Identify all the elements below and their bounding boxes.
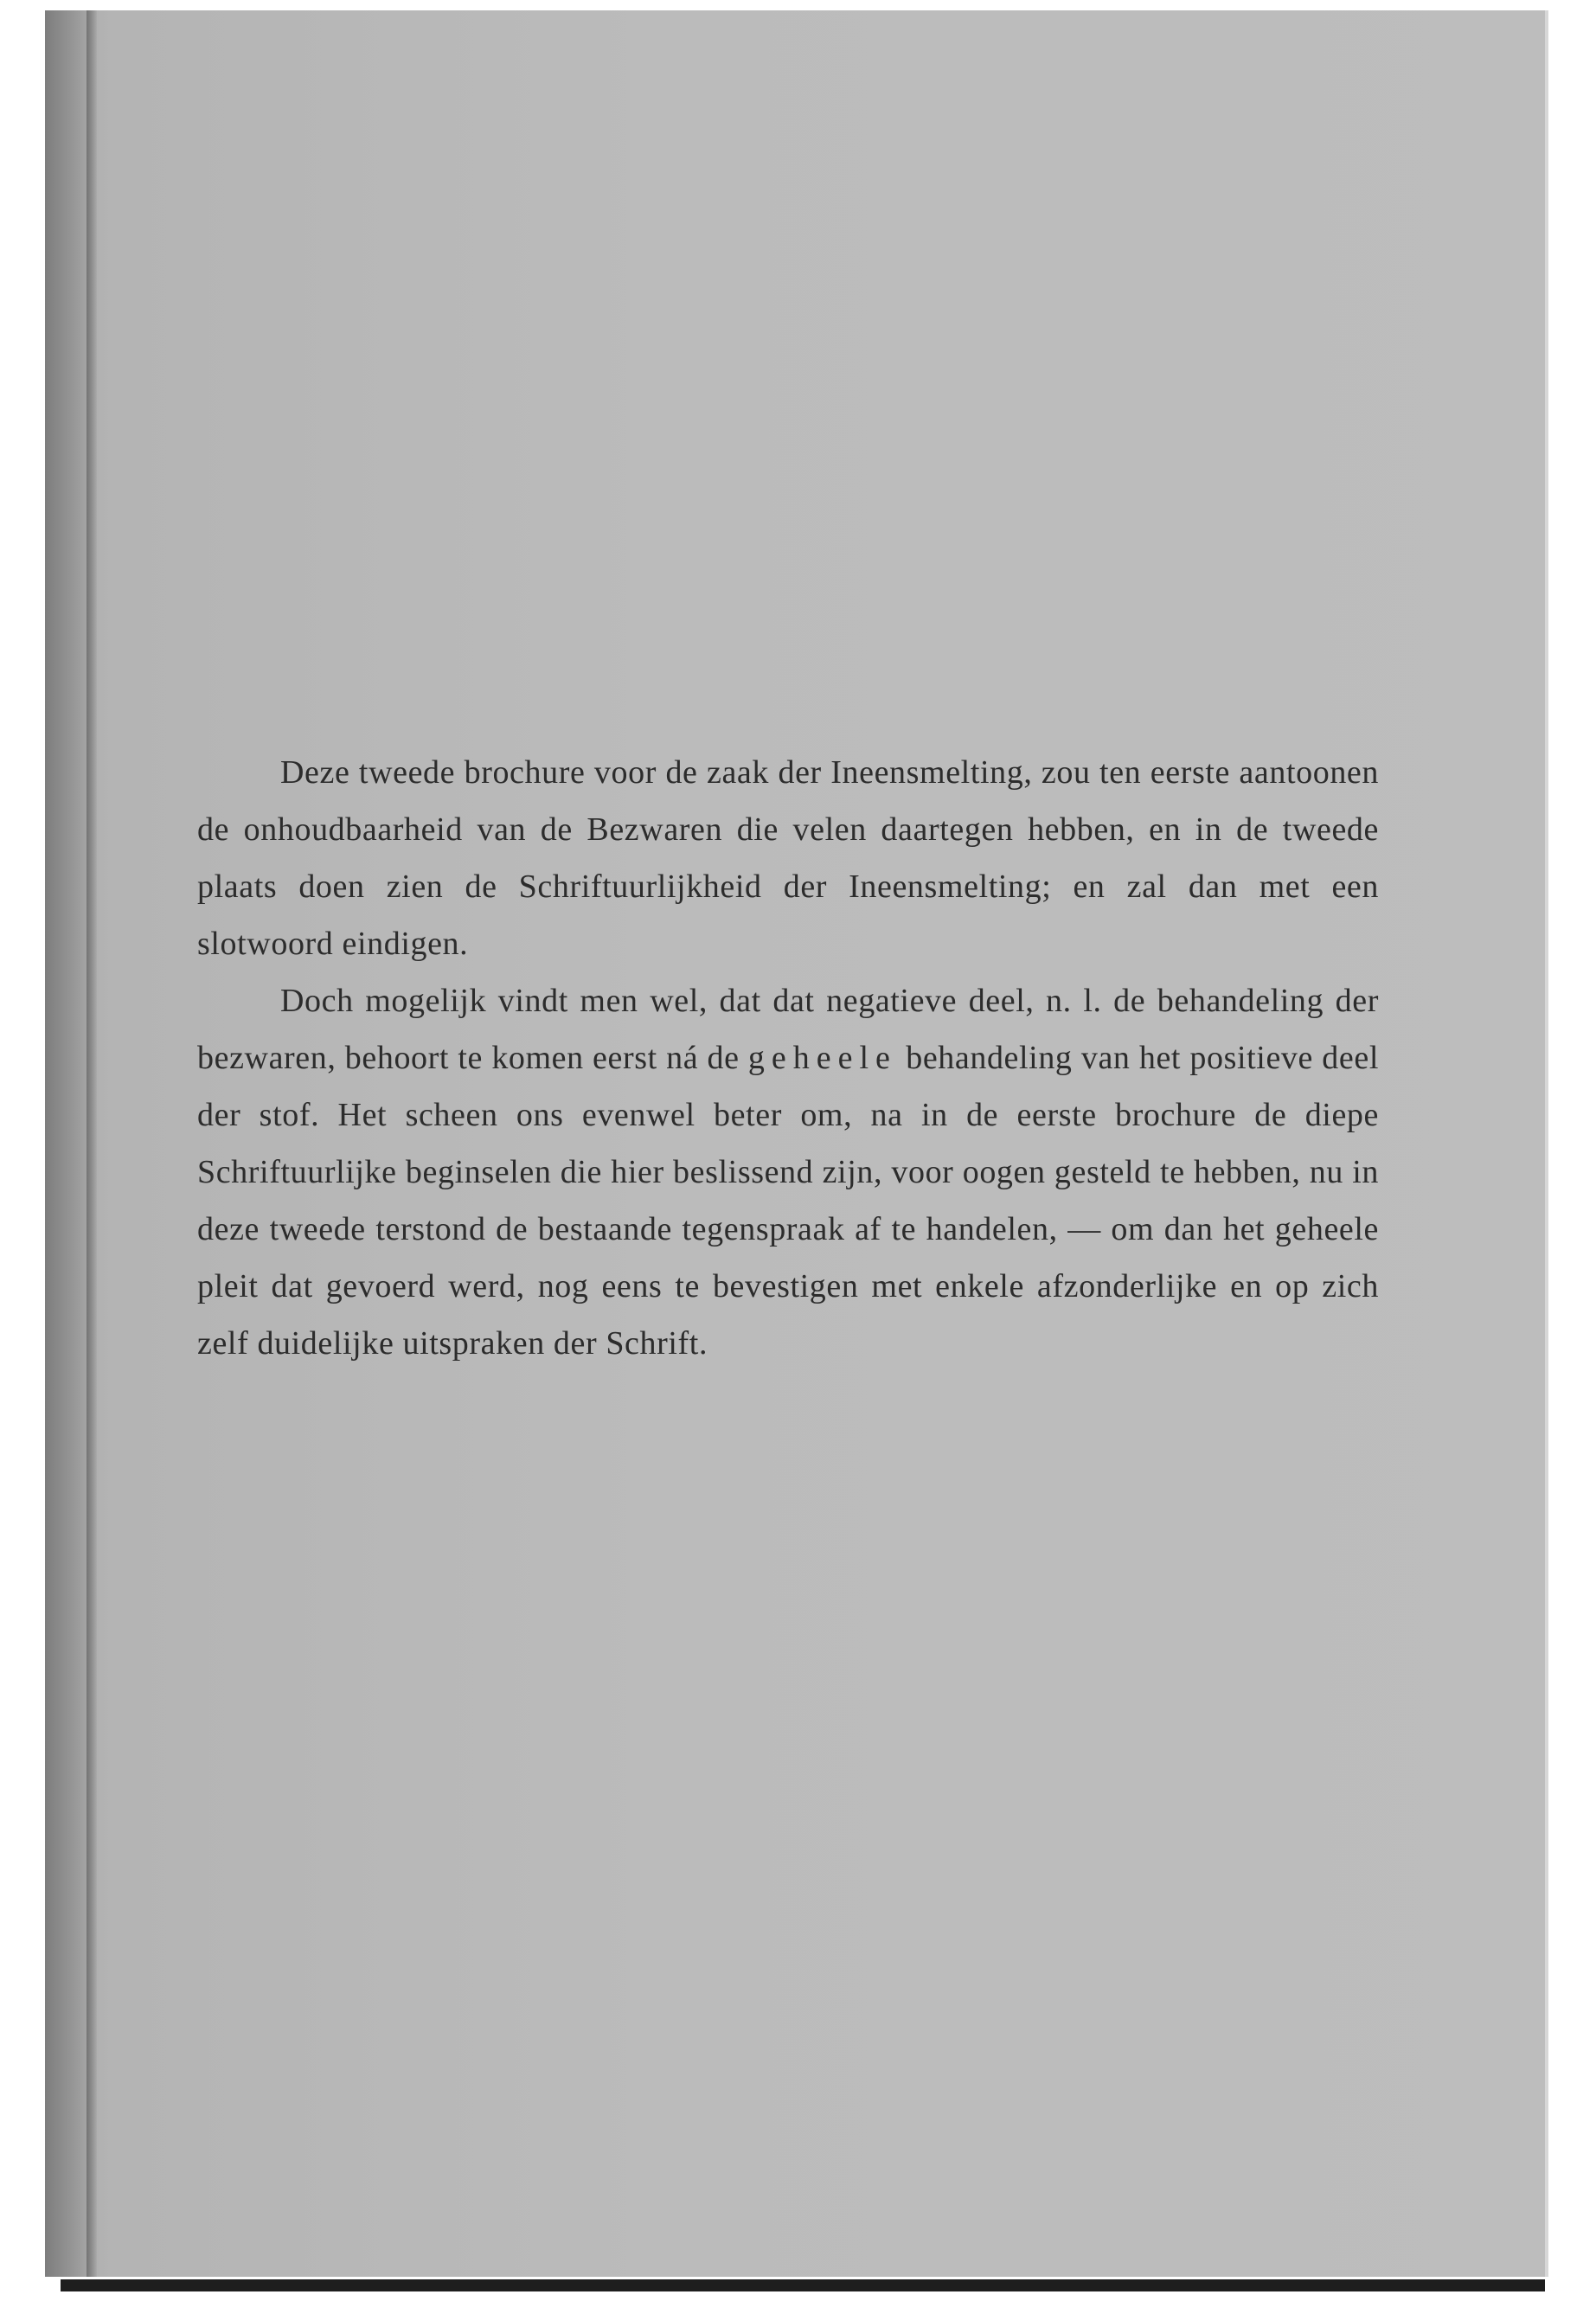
body-text	[197, 744, 1379, 1372]
page-edge-right	[1545, 10, 1548, 2277]
emphasized-word: geheele	[747, 1040, 897, 1076]
paragraph-2-end: behandeling van het positieve deel der stof. Het scheen ons evenwel beter om, na in de eerste brochure de diepe Schriftuurlijke beginselen die hier beslissend zijn, voor oogen gesteld te hebben, nu in deze tweede terstond de bestaande tegenspraak af te handelen, — om dan het geheele pleit dat gevoerd werd, nog eens te bevestigen met enkele afzonderlijke en op zich zelf duidelijke uitspraken der Schrift.	[197, 1040, 1379, 1362]
paragraph-1: Deze tweede brochure voor de zaak der Ineensmelting, zou ten eerste aantoonen de onhoudbaarheid van de Bezwaren die velen daartegen hebben, en in de tweede plaats doen zien de Schriftuurlijkheid der Ineensmelting; en zal dan met een slotwoord eindigen.	[197, 754, 1379, 962]
page-edge-bottom	[61, 2279, 1545, 2291]
paragraph-2	[197, 972, 1379, 1372]
binding-edge	[87, 10, 97, 2277]
paragraph-2-start: Doch mogelijk vindt men wel, dat dat negatieve deel, n. l. de behandeling der bezwaren, behoort te komen eerst ná de	[197, 983, 1379, 1076]
